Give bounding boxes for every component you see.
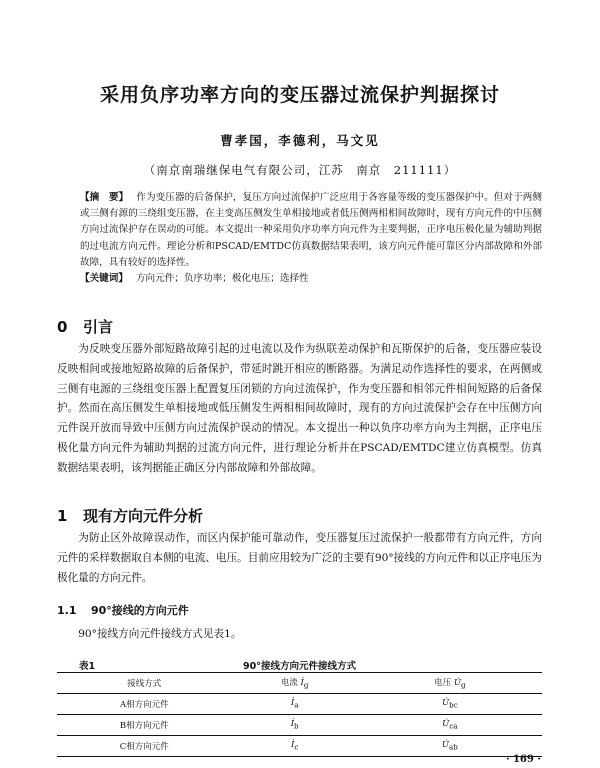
header-voltage: 电压 $U̇_g$ — [358, 673, 542, 694]
subsection-heading-1-1 — [57, 602, 189, 618]
affiliation: （南京南瑞继保电气有限公司，江苏 南京 211111） — [143, 163, 457, 177]
table-row — [57, 715, 542, 736]
section-title: 引言 — [83, 318, 114, 336]
section-number: 1 — [57, 507, 68, 525]
wiring-table — [57, 672, 542, 757]
row-current: $İ_a$ — [232, 694, 358, 715]
table-label: 表1 — [79, 661, 96, 672]
table-row — [57, 694, 542, 715]
table-header-row — [57, 673, 542, 694]
paper-title: 采用负序功率方向的变压器过流保护判据探讨 — [99, 84, 500, 106]
row-name: A相方向元件 — [57, 694, 232, 715]
keywords-line — [80, 271, 542, 287]
header-method: 接线方式 — [57, 673, 232, 694]
subsection-paragraph: 90°接线方向元件接线方式见表1。 — [78, 628, 242, 640]
section1-paragraph: 为防止区外故障误动作，而区内保护能可靠动作，变压器复压过流保护一般都带有方向元件，方向元件的采样数据取自本侧的电流、电压。目前应用较为广泛的主要有90°接线的方向元件和以正序电压为极化量的方向元件。 — [57, 532, 542, 584]
row-name: C相方向元件 — [57, 736, 232, 757]
page-number: · 169 · — [506, 754, 541, 765]
abstract-text: 作为变压器的后备保护，复压方向过流保护广泛应用于各容量等级的变压器保护中。但对于两侧或三侧有源的三绕组变压器，在主变高压侧发生单相接地或者低压侧两相相间故障时，现有方向元件的中压侧方向过流保护存在误动的可能。本文提出一种采用负序功率方向元件为主要判据，正序电压极化量为辅助判据的过电流方向元件。理论分析和PSCAD/EMTDC仿真数据结果表明，该方向元件能可靠区分内部故障和外部故障，具有较好的选择性。 — [80, 192, 543, 268]
author-list: 曹孝国，李德利，马文见 — [220, 133, 380, 148]
subsection-number: 1.1 — [57, 604, 77, 617]
abstract-paragraph — [80, 190, 542, 271]
row-voltage: $U̇_{bc}$ — [358, 694, 542, 715]
section-number: 0 — [57, 318, 68, 336]
table-row — [57, 736, 542, 757]
abstract-block — [80, 190, 542, 287]
intro-paragraph: 为反映变压器外部短路故障引起的过电流以及作为纵联差动保护和瓦斯保护的后备，变压器应装设反映相间或接地短路故障的后备保护，带延时跳开相应的断路器。为满足动作选择性的要求，在两侧或三侧有电源的三绕组变压器上配置复压闭锁的方向过流保护，作为变压器和相邻元件相间短路的后备保护。然而在高压侧发生单相接地或低压侧发生两相相间故障时，现有的方向过流保护会存在中压侧方向元件误开放而导致中压侧方向过流保护误动的情况。本文提出一种以负序功率方向为主判据，正序电压极化量方向元件为辅助判据的过流方向元件，进行理论分析并在PSCAD/EMTDC建立仿真模型。仿真数据结果表明，该判据能正确区分内部故障和外部故障。 — [57, 343, 542, 474]
keywords-text: 方向元件；负序功率；极化电压；选择性 — [135, 273, 309, 285]
row-current: $İ_b$ — [232, 715, 358, 736]
row-voltage: $U̇_{ab}$ — [358, 736, 542, 757]
abstract-label: 【摘 要】 — [80, 192, 129, 203]
row-voltage: $U̇_{ca}$ — [358, 715, 542, 736]
section-heading-0 — [57, 316, 113, 337]
header-current: 电流 $İ_g$ — [232, 673, 358, 694]
section-heading-1 — [57, 505, 203, 526]
keywords-label: 【关键词】 — [80, 273, 128, 285]
section-title: 现有方向元件分析 — [83, 507, 204, 525]
table-title: 90°接线方向元件接线方式 — [243, 661, 356, 672]
subsection-title: 90°接线的方向元件 — [91, 604, 189, 617]
row-current: $İ_c$ — [232, 736, 358, 757]
row-name: B相方向元件 — [57, 715, 232, 736]
